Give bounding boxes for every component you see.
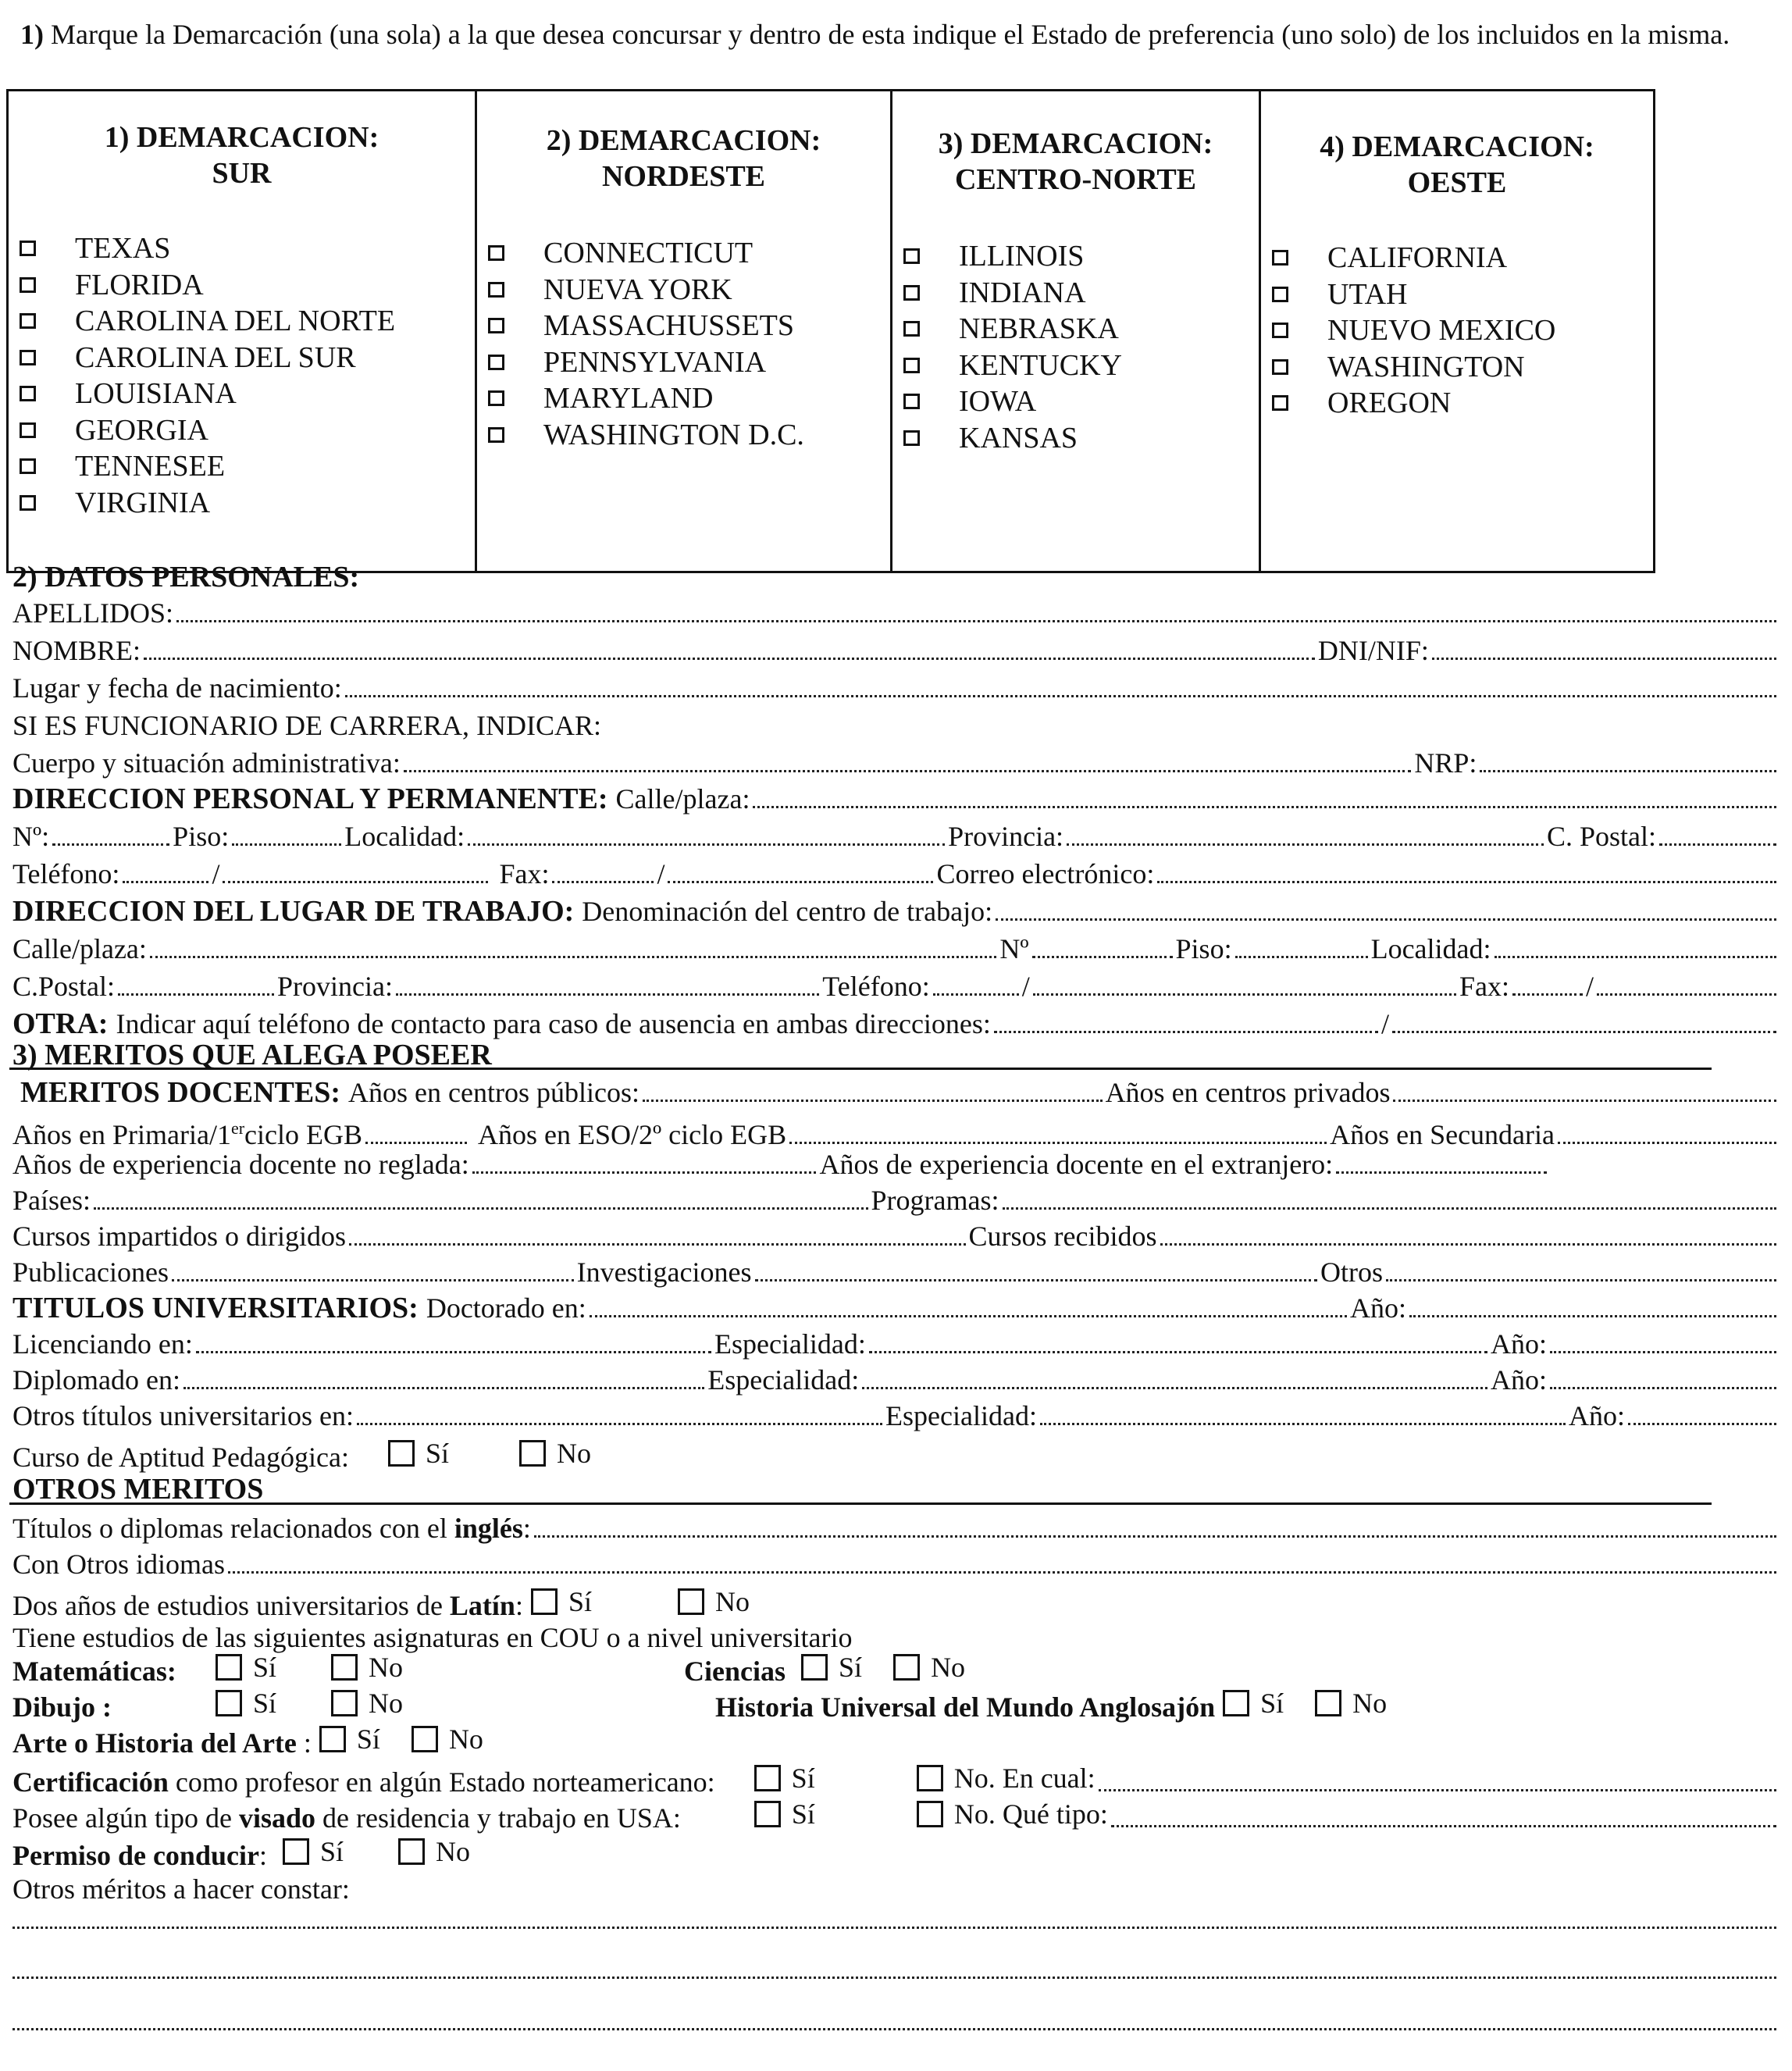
localidad-field[interactable] — [468, 843, 945, 846]
checkbox-icon[interactable] — [411, 1726, 438, 1752]
trabajo-localidad-field[interactable] — [1495, 955, 1776, 958]
checkbox-icon[interactable] — [20, 386, 36, 401]
certificacion-si-option[interactable]: Sí — [746, 1762, 815, 1795]
otra-telefono-field[interactable] — [1392, 1030, 1776, 1033]
demarcation-sur — [9, 91, 477, 571]
state-option[interactable]: KANSAS — [892, 420, 1259, 457]
section-meritos — [12, 1039, 1780, 1071]
otros-especialidad-field[interactable] — [1040, 1422, 1566, 1425]
cursos-impartidos-field[interactable] — [349, 1242, 966, 1246]
row-meritos-docentes: MERITOS DOCENTES: Años en centros públicos: Años en centros privados — [20, 1076, 1780, 1109]
correo-field[interactable] — [1157, 880, 1776, 883]
anos-publicos-field[interactable] — [643, 1099, 1103, 1102]
state-option[interactable]: CAROLINA DEL NORTE — [9, 303, 475, 340]
anos-secundaria-field[interactable] — [1558, 1141, 1776, 1144]
dni-field[interactable] — [1432, 657, 1776, 660]
state-option[interactable]: UTAH — [1261, 276, 1653, 313]
checkbox-icon[interactable] — [903, 248, 920, 264]
nombre-field[interactable] — [144, 657, 1315, 660]
checkbox-icon[interactable] — [20, 495, 36, 511]
checkbox-icon[interactable] — [678, 1588, 704, 1615]
row-otros-idiomas: Con Otros idiomas — [12, 1548, 1780, 1581]
otros-meritos-field-3[interactable] — [12, 2027, 1776, 2030]
row-direccion-personal: DIRECCION PERSONAL Y PERMANENTE: Calle/plaza: — [12, 782, 1780, 815]
piso-field[interactable] — [232, 843, 341, 846]
checkbox-icon[interactable] — [754, 1801, 781, 1827]
intro-instructions — [20, 17, 1738, 52]
demarcation-name: OESTE — [1407, 166, 1507, 199]
otra-prefix-field[interactable] — [994, 1030, 1378, 1033]
demarcation-name: CENTRO-NORTE — [954, 163, 1197, 196]
row-telefono: Teléfono: / Fax: / Correo electrónico: — [12, 857, 1780, 890]
section-otros-meritos — [12, 1473, 1780, 1506]
otros-idiomas-field[interactable] — [228, 1570, 1776, 1574]
numero-field[interactable] — [52, 843, 169, 846]
arte-si-option[interactable]: Sí — [312, 1723, 380, 1756]
checkbox-icon[interactable] — [917, 1801, 943, 1827]
checkbox-icon[interactable] — [20, 277, 36, 293]
provincia-field[interactable] — [1067, 843, 1544, 846]
row-numero-piso: Nº: Piso: Localidad: Provincia: C. Postal: — [12, 820, 1780, 853]
row-certificacion: Certificación como profesor en algún Estado norteamericano: Sí No. En cual: — [12, 1762, 1780, 1798]
checkbox-icon[interactable] — [801, 1654, 828, 1681]
state-option[interactable]: WASHINGTON D.C. — [477, 417, 890, 454]
row-paises: Países: Programas: — [12, 1184, 1780, 1217]
row-trabajo-calle: Calle/plaza: Nº Piso: Localidad: — [12, 932, 1780, 965]
trabajo-telefono-field[interactable] — [1033, 993, 1456, 996]
checkbox-icon[interactable] — [1272, 287, 1288, 302]
state-option[interactable]: TEXAS — [9, 230, 475, 267]
licenciando-anio-field[interactable] — [1550, 1350, 1776, 1353]
arte-no-option[interactable]: No — [404, 1723, 483, 1756]
checkbox-icon[interactable] — [754, 1765, 781, 1791]
checkbox-icon[interactable] — [903, 394, 920, 409]
checkbox-icon[interactable] — [519, 1440, 546, 1467]
checkbox-icon[interactable] — [488, 282, 504, 298]
row-nombre: NOMBRE: DNI/NIF: — [12, 634, 1780, 667]
state-option[interactable]: ILLINOIS — [892, 238, 1259, 275]
checkbox-icon[interactable] — [488, 427, 504, 443]
row-permiso: Permiso de conducir: Sí No — [12, 1836, 470, 1871]
state-option[interactable]: MARYLAND — [477, 380, 890, 417]
state-option[interactable]: GEORGIA — [9, 412, 475, 449]
checkbox-icon[interactable] — [917, 1765, 943, 1791]
intro-number: 1) — [20, 19, 44, 50]
paises-field[interactable] — [94, 1207, 868, 1210]
demarcation-oeste — [1261, 91, 1653, 571]
otros-titulos-field[interactable] — [357, 1422, 882, 1425]
extranjero-field[interactable] — [1336, 1171, 1547, 1174]
latin-no-option[interactable]: No — [670, 1585, 750, 1618]
demarcation-title: 3) DEMARCACION: — [938, 127, 1213, 160]
telefono-field[interactable] — [223, 880, 488, 883]
state-option[interactable]: TENNESEE — [9, 448, 475, 485]
row-cursos: Cursos impartidos o dirigidos Cursos recibidos — [12, 1220, 1780, 1253]
calle-field[interactable] — [753, 805, 1776, 808]
row-otros-meritos-line — [12, 1926, 1780, 1936]
ciencias-no-option[interactable]: No — [885, 1651, 965, 1684]
row-cuerpo: Cuerpo y situación administrativa: NRP: — [12, 747, 1780, 779]
demarcation-name: SUR — [212, 157, 272, 190]
fax-field[interactable] — [668, 880, 933, 883]
checkbox-icon[interactable] — [903, 430, 920, 446]
row-ingles: Títulos o diplomas relacionados con el inglés: — [12, 1512, 1780, 1545]
historia-anglosajon-si-option[interactable]: Sí — [1215, 1687, 1284, 1720]
row-visado: Posee algún tipo de visado de residencia y trabajo en USA: Sí No. Qué tipo: — [12, 1798, 1780, 1834]
row-doctorado: TITULOS UNIVERSITARIOS: Doctorado en: Año: — [12, 1292, 1780, 1324]
checkbox-icon[interactable] — [893, 1654, 920, 1681]
cap-si-option[interactable]: Sí — [380, 1437, 449, 1470]
cpostal-field[interactable] — [1659, 843, 1776, 846]
row-dibujo: Dibujo : Sí No Historia Universal del Mundo Anglosajón Sí No — [12, 1688, 1388, 1723]
row-arte: Arte o Historia del Arte : Sí No — [12, 1723, 483, 1759]
row-asignaturas: Tiene estudios de las siguientes asignaturas en COU o a nivel universitario — [12, 1622, 853, 1653]
cap-no-option[interactable]: No — [511, 1437, 591, 1470]
programas-field[interactable] — [1003, 1207, 1777, 1210]
state-option[interactable]: VIRGINIA — [9, 485, 475, 522]
doctorado-anio-field[interactable] — [1409, 1314, 1776, 1317]
diplomado-field[interactable] — [183, 1386, 704, 1389]
checkbox-icon[interactable] — [1272, 395, 1288, 411]
trabajo-cpostal-field[interactable] — [118, 993, 274, 996]
section-title: OTROS MERITOS — [12, 1473, 264, 1506]
dibujo-no-option[interactable]: No — [323, 1687, 403, 1720]
checkbox-icon[interactable] — [903, 321, 920, 337]
anos-primaria-field[interactable] — [365, 1141, 467, 1144]
trabajo-calle-field[interactable] — [150, 955, 996, 958]
checkbox-icon[interactable] — [903, 285, 920, 301]
checkbox-icon[interactable] — [331, 1690, 358, 1716]
otros-anio-field[interactable] — [1628, 1422, 1776, 1425]
trabajo-fax-field[interactable] — [1597, 993, 1776, 996]
row-funcionario: SI ES FUNCIONARIO DE CARRERA, INDICAR: — [12, 710, 602, 741]
checkbox-icon[interactable] — [1272, 323, 1288, 338]
checkbox-icon[interactable] — [216, 1690, 242, 1716]
ingles-field[interactable] — [534, 1535, 1776, 1538]
ciencias-si-option[interactable]: Sí — [793, 1651, 862, 1684]
row-otra: OTRA: Indicar aquí teléfono de contacto para caso de ausencia en ambas direcciones: / — [12, 1007, 1780, 1040]
state-option[interactable]: NEBRASKA — [892, 311, 1259, 348]
checkbox-icon[interactable] — [20, 422, 36, 438]
checkbox-icon[interactable] — [488, 355, 504, 370]
row-otros-meritos-label: Otros méritos a hacer constar: — [12, 1873, 350, 1905]
row-matematicas: Matemáticas: Sí No Ciencias Sí No — [12, 1652, 966, 1687]
trabajo-telefono-prefix-field[interactable] — [933, 993, 1019, 996]
state-option[interactable]: NUEVO MEXICO — [1261, 312, 1653, 349]
otros-meritos-docentes-field[interactable] — [1386, 1278, 1776, 1281]
checkbox-icon[interactable] — [1223, 1690, 1249, 1716]
certificacion-no-option[interactable]: No. En cual: — [909, 1762, 1096, 1795]
state-option[interactable]: NUEVA YORK — [477, 272, 890, 308]
checkbox-icon[interactable] — [398, 1838, 425, 1865]
checkbox-icon[interactable] — [903, 358, 920, 373]
row-licenciando: Licenciando en: Especialidad: Año: — [12, 1328, 1780, 1360]
checkbox-icon[interactable] — [388, 1440, 415, 1467]
matematicas-no-option[interactable]: No — [323, 1651, 403, 1684]
state-option[interactable]: CALIFORNIA — [1261, 240, 1653, 276]
state-option[interactable]: OREGON — [1261, 385, 1653, 422]
trabajo-piso-field[interactable] — [1235, 955, 1368, 958]
intro-text: Marque la Demarcación (una sola) a la que desea concursar y dentro de esta indique el Estado de preferencia (uno solo) de los incluidos en la misma. — [51, 19, 1730, 50]
nrp-field[interactable] — [1480, 769, 1776, 772]
section-title: 3) MERITOS QUE ALEGA POSEER — [12, 1039, 492, 1071]
state-option[interactable]: CONNECTICUT — [477, 235, 890, 272]
no-reglada-field[interactable] — [472, 1171, 817, 1174]
checkbox-icon[interactable] — [1272, 250, 1288, 266]
telefono-prefix-field[interactable] — [123, 880, 208, 883]
row-experiencia: Años de experiencia docente no reglada: Años de experiencia docente en el extranjero: — [12, 1148, 1780, 1181]
checkbox-icon[interactable] — [488, 390, 504, 406]
visado-tipo-field[interactable] — [1111, 1824, 1776, 1827]
row-otros-meritos-line — [12, 1976, 1780, 1986]
latin-si-option[interactable]: Sí — [523, 1585, 592, 1618]
trabajo-numero-field[interactable] — [1032, 955, 1173, 958]
row-trabajo-postal: C.Postal: Provincia: Teléfono: / Fax: / — [12, 970, 1780, 1003]
row-publicaciones: Publicaciones Investigaciones Otros — [12, 1256, 1780, 1289]
visado-no-option[interactable]: No. Qué tipo: — [909, 1798, 1108, 1830]
state-option[interactable]: FLORIDA — [9, 267, 475, 304]
demarcation-table — [6, 89, 1655, 573]
row-cap: Curso de Aptitud Pedagógica: Sí No — [12, 1438, 591, 1473]
row-direccion-trabajo: DIRECCION DEL LUGAR DE TRABAJO: Denominación del centro de trabajo: — [12, 895, 1780, 928]
diplomado-especialidad-field[interactable] — [862, 1386, 1487, 1389]
checkbox-icon[interactable] — [20, 458, 36, 474]
state-option[interactable]: LOUISIANA — [9, 376, 475, 412]
checkbox-icon[interactable] — [531, 1588, 558, 1615]
checkbox-icon[interactable] — [20, 313, 36, 329]
demarcation-nordeste — [477, 91, 892, 571]
state-option[interactable]: KENTUCKY — [892, 348, 1259, 384]
demarcation-name: NORDESTE — [601, 160, 766, 193]
row-otros-meritos-line — [12, 2027, 1780, 2037]
permiso-si-option[interactable]: Sí — [275, 1835, 344, 1868]
otros-meritos-field-2[interactable] — [12, 1976, 1776, 1979]
visado-si-option[interactable]: Sí — [746, 1798, 815, 1830]
certificacion-estado-field[interactable] — [1099, 1788, 1776, 1791]
lugar-fecha-field[interactable] — [345, 694, 1776, 697]
dibujo-si-option[interactable]: Sí — [208, 1687, 276, 1720]
doctorado-field[interactable] — [590, 1314, 1347, 1317]
state-option[interactable]: PENNSYLVANIA — [477, 344, 890, 381]
row-diplomado: Diplomado en: Especialidad: Año: — [12, 1363, 1780, 1396]
state-option[interactable]: WASHINGTON — [1261, 349, 1653, 386]
trabajo-provincia-field[interactable] — [396, 993, 819, 996]
denominacion-field[interactable] — [996, 918, 1776, 921]
anos-eso-field[interactable] — [789, 1141, 1327, 1144]
checkbox-icon[interactable] — [319, 1726, 346, 1752]
row-anos-niveles: Años en Primaria/1erciclo EGB Años en ESO/2º ciclo EGB Años en Secundaria — [12, 1112, 1780, 1151]
row-lugar-fecha: Lugar y fecha de nacimiento: — [12, 672, 1780, 704]
publicaciones-field[interactable] — [172, 1278, 574, 1281]
anos-privados-field[interactable] — [1393, 1099, 1776, 1102]
section-title: 2) DATOS PERSONALES: — [12, 561, 360, 593]
cuerpo-field[interactable] — [404, 769, 1411, 772]
checkbox-icon[interactable] — [20, 350, 36, 365]
demarcation-title: 1) DEMARCACION: — [104, 121, 379, 154]
checkbox-icon[interactable] — [283, 1838, 309, 1865]
checkbox-icon[interactable] — [331, 1654, 358, 1681]
checkbox-icon[interactable] — [216, 1654, 242, 1681]
checkbox-icon[interactable] — [1315, 1690, 1341, 1716]
state-option[interactable]: IOWA — [892, 383, 1259, 420]
checkbox-icon[interactable] — [488, 318, 504, 333]
state-option[interactable]: MASSACHUSSETS — [477, 308, 890, 344]
row-apellidos: APELLIDOS: — [12, 597, 1780, 629]
otros-meritos-field-1[interactable] — [12, 1926, 1776, 1929]
licenciando-field[interactable] — [196, 1350, 711, 1353]
checkbox-icon[interactable] — [1272, 359, 1288, 375]
demarcation-title: 4) DEMARCACION: — [1320, 130, 1594, 163]
investigaciones-field[interactable] — [755, 1278, 1317, 1281]
demarcation-title: 2) DEMARCACION: — [546, 124, 821, 157]
row-otros-titulos: Otros títulos universitarios en: Especialidad: Año: — [12, 1399, 1780, 1432]
diplomado-anio-field[interactable] — [1550, 1386, 1776, 1389]
checkbox-icon[interactable] — [488, 245, 504, 261]
licenciando-especialidad-field[interactable] — [869, 1350, 1487, 1353]
fax-prefix-field[interactable] — [552, 880, 654, 883]
trabajo-fax-prefix-field[interactable] — [1512, 993, 1583, 996]
matematicas-si-option[interactable]: Sí — [208, 1651, 276, 1684]
checkbox-icon[interactable] — [20, 241, 36, 256]
state-option[interactable]: INDIANA — [892, 275, 1259, 312]
apellidos-field[interactable] — [176, 619, 1776, 622]
permiso-no-option[interactable]: No — [390, 1835, 470, 1868]
historia-anglosajon-no-option[interactable]: No — [1307, 1687, 1387, 1720]
demarcation-centro-norte — [892, 91, 1261, 571]
state-option[interactable]: CAROLINA DEL SUR — [9, 340, 475, 376]
section-datos-personales — [12, 561, 1780, 593]
cursos-recibidos-field[interactable] — [1160, 1242, 1777, 1246]
row-latin: Dos años de estudios universitarios de Latín: Sí No — [12, 1586, 750, 1621]
